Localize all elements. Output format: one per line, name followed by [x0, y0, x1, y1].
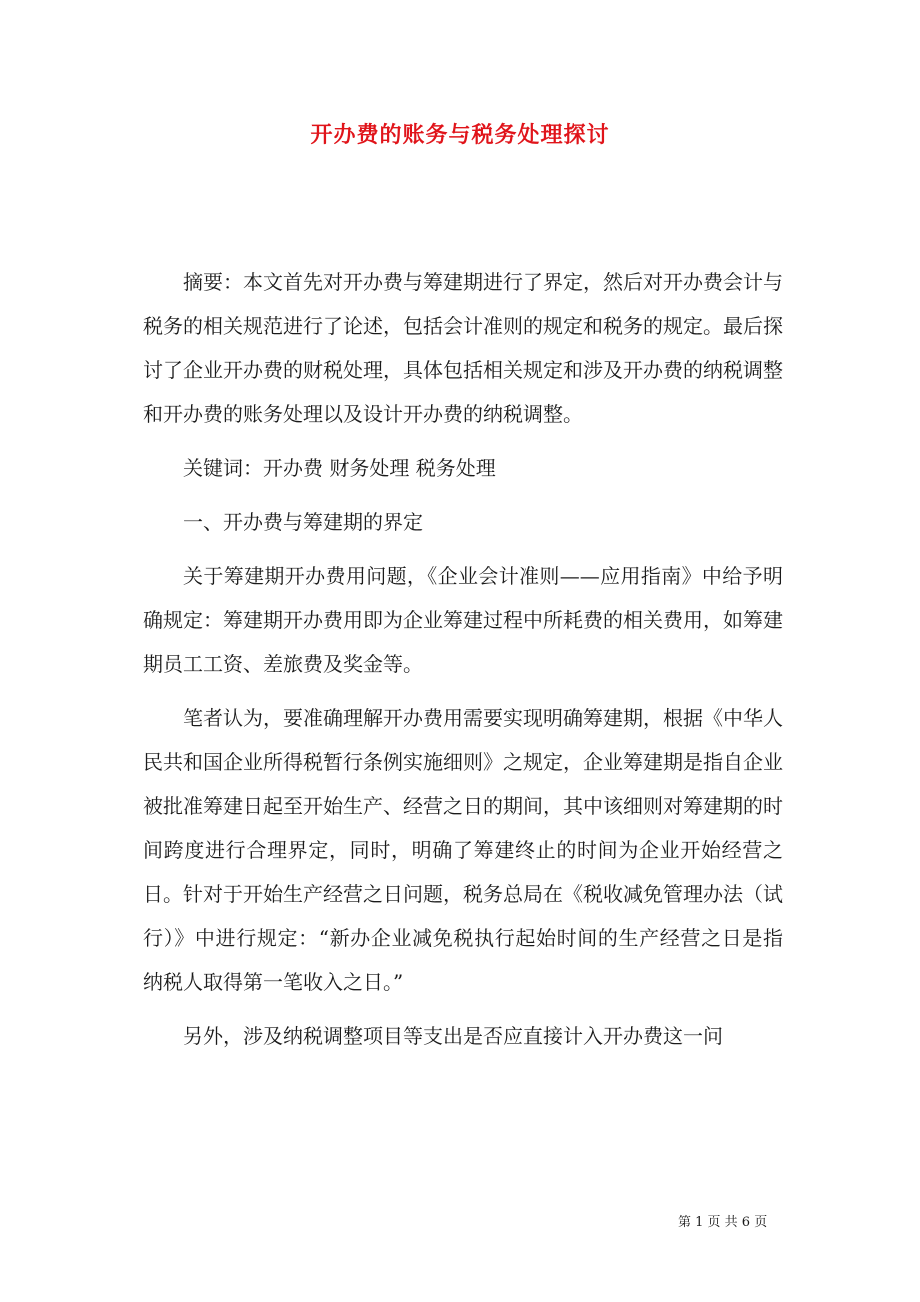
document-title: 开办费的账务与税务处理探讨 — [310, 122, 610, 148]
section-heading: 一、开办费与筹建期的界定 — [183, 510, 423, 534]
body-paragraph-2: 笔者认为，要准确理解开办费用需要实现明确筹建期，根据《中华人民共和国企业所得税暂行条例实施细则》之规定，企业筹建期是指自企业被批准筹建日起至开始生产、经营之日的期间，其中该细则对筹建期的时间跨度进行合理界定，同时，明确了筹建终止的时间为企业开始经营之日。针对于开始生产经营之日问题，税务总局在《税收减免管理办法（试行）》中进行规定：“新办企业减免税执行起始时间的生产经营之日是指纳税人取得第一笔收入之日。” — [143, 706, 783, 994]
page-number-footer: 第 1 页 共 6 页 — [678, 1215, 768, 1230]
abstract-paragraph: 摘要：本文首先对开办费与筹建期进行了界定，然后对开办费会计与税务的相关规范进行了论述，包括会计准则的规定和税务的规定。最后探讨了企业开办费的财税处理，具体包括相关规定和涉及开办费的纳税调整和开办费的账务处理以及设计开办费的纳税调整。 — [143, 270, 783, 426]
body-paragraph-3: 另外，涉及纳税调整项目等支出是否应直接计入开办费这一问 — [183, 1024, 723, 1048]
body-paragraph-1: 关于筹建期开办费用问题，《企业会计准则——应用指南》中给予明确规定：筹建期开办费用即为企业筹建过程中所耗费的相关费用，如筹建期员工工资、差旅费及奖金等。 — [143, 564, 783, 676]
keywords-line: 关键词：开办费 财务处理 税务处理 — [183, 456, 496, 480]
document-body — [143, 260, 783, 1058]
